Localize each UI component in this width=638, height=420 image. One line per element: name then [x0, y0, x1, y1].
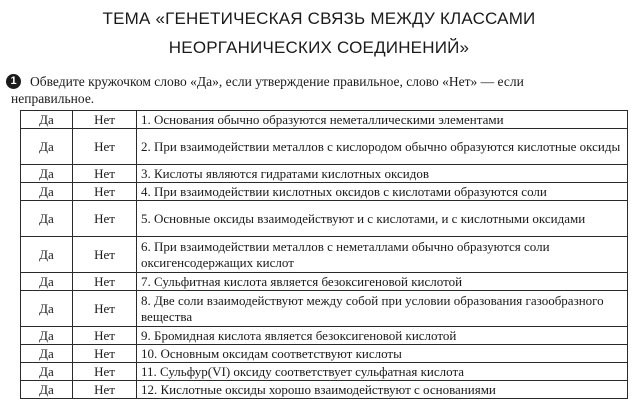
- no-option[interactable]: Нет: [73, 345, 137, 363]
- statement-text: 4. При взаимодействии кислотных оксидов с кислотами образуются соли: [137, 183, 628, 201]
- no-option[interactable]: Нет: [73, 381, 137, 399]
- yes-option[interactable]: Да: [21, 345, 73, 363]
- yes-option[interactable]: Да: [21, 237, 73, 273]
- yes-option[interactable]: Да: [21, 111, 73, 129]
- no-option[interactable]: Нет: [73, 183, 137, 201]
- page-title-line-2: НЕОРГАНИЧЕСКИХ СОЕДИНЕНИЙ»: [168, 38, 470, 57]
- no-option[interactable]: Нет: [73, 165, 137, 183]
- table-row: [21, 201, 628, 237]
- table-row: [21, 165, 628, 183]
- yes-option[interactable]: Да: [21, 165, 73, 183]
- no-option[interactable]: Нет: [73, 129, 137, 165]
- table-row: [21, 345, 628, 363]
- yes-option[interactable]: Да: [21, 273, 73, 291]
- no-option[interactable]: Нет: [73, 237, 137, 273]
- statement-text: 6. При взаимодействии металлов с неметаллами обычно образуются соли оксигенсодержащих кислот: [137, 237, 628, 273]
- table-row: [21, 291, 628, 327]
- no-option[interactable]: Нет: [73, 201, 137, 237]
- table-row: [21, 363, 628, 381]
- statement-text: 1. Основания обычно образуются неметаллическими элементами: [137, 111, 628, 129]
- statement-text: 5. Основные оксиды взаимодействуют и с кислотами, и с кислотными оксидами: [137, 201, 628, 237]
- statement-text: 7. Сульфитная кислота является безоксигеновой кислотой: [137, 273, 628, 291]
- table-row: [21, 237, 628, 273]
- statement-text: 10. Основным оксидам соответствуют кислоты: [137, 345, 628, 363]
- yes-option[interactable]: Да: [21, 363, 73, 381]
- statements-table: [20, 110, 628, 399]
- statement-text: 12. Кислотные оксиды хорошо взаимодействуют с основаниями: [137, 381, 628, 399]
- no-option[interactable]: Нет: [73, 327, 137, 345]
- table-row: [21, 327, 628, 345]
- yes-option[interactable]: Да: [21, 129, 73, 165]
- instruction-line-2: неправильное.: [11, 91, 95, 106]
- yes-option[interactable]: Да: [21, 381, 73, 399]
- table-row: [21, 129, 628, 165]
- no-option[interactable]: Нет: [73, 273, 137, 291]
- instruction-line-1: Обведите кружочком слово «Да», если утверждение правильное, слово «Нет» — если: [30, 74, 524, 89]
- table-row: [21, 381, 628, 399]
- statement-text: 9. Бромидная кислота является безоксигеновой кислотой: [137, 327, 628, 345]
- yes-option[interactable]: Да: [21, 291, 73, 327]
- yes-option[interactable]: Да: [21, 201, 73, 237]
- task-instruction: [11, 73, 628, 107]
- no-option[interactable]: Нет: [73, 363, 137, 381]
- table-row: [21, 111, 628, 129]
- statement-text: 8. Две соли взаимодействуют между собой при условии образования газообразного вещества: [137, 291, 628, 327]
- yes-option[interactable]: Да: [21, 327, 73, 345]
- page-title-line-1: ТЕМА «ГЕНЕТИЧЕСКАЯ СВЯЗЬ МЕЖДУ КЛАССАМИ: [102, 9, 536, 28]
- table-row: [21, 273, 628, 291]
- no-option[interactable]: Нет: [73, 291, 137, 327]
- statement-text: 3. Кислоты являются гидратами кислотных оксидов: [137, 165, 628, 183]
- statement-text: 11. Сульфур(VI) оксиду соответствует сульфатная кислота: [137, 363, 628, 381]
- task-number-badge: 1: [6, 74, 21, 89]
- yes-option[interactable]: Да: [21, 183, 73, 201]
- statement-text: 2. При взаимодействии металлов с кислородом обычно образуются кислотные оксиды: [137, 129, 628, 165]
- no-option[interactable]: Нет: [73, 111, 137, 129]
- table-row: [21, 183, 628, 201]
